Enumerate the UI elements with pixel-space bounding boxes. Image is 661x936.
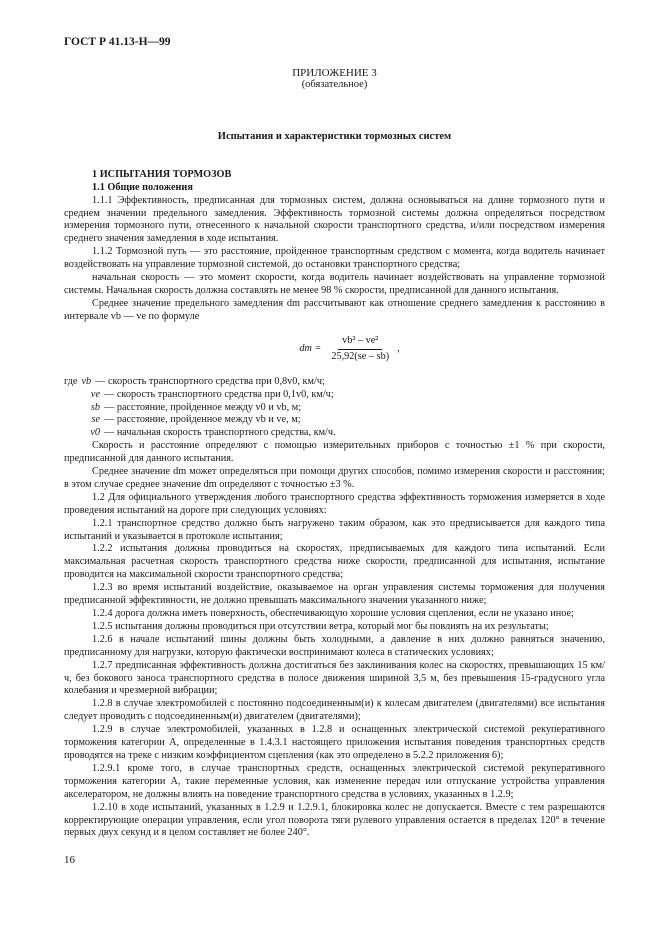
appendix-note: (обязательное) bbox=[301, 78, 368, 90]
paragraph-1-2-3: 1.2.3 во время испытаний воздействие, оказываемое на орган управления системы торможения для получения предписанной эффективности, не должно превышать максимального значения указанного ниже; bbox=[64, 582, 605, 607]
paragraph-1-2-4: 1.2.4 дорога должна иметь поверхность, обеспечивающую хорошие условия сцепления, если не указано иное; bbox=[92, 608, 574, 619]
document-page bbox=[64, 36, 605, 840]
definition-text: — расстояние, пройденное между v0 и vb, м; bbox=[104, 401, 302, 413]
document-header: ГОСТ Р 41.13-Н—99 bbox=[64, 36, 171, 48]
definition-symbol: v0 bbox=[90, 427, 100, 439]
definition-row bbox=[80, 402, 605, 415]
definition-row bbox=[80, 414, 605, 427]
paragraph-1-2-7: 1.2.7 предписанная эффективность должна достигаться без заклинивания колес на скоростях, превышающих 15 км/ч, без бокового заноса транспортного средства в полосе движения шириной 3,5 м, без превышения 15-градусного угла колебания и чрезмерной вибрации; bbox=[64, 659, 605, 697]
paragraph-1-2-8: 1.2.8 в случае электромобилей с постоянно подсоединенным(и) к колесам двигателем (двигателями) все испытания следует проводить с подсоединенным(и) двигателем (двигателями); bbox=[64, 698, 605, 723]
paragraph-1-2-1: 1.2.1 транспортное средство должно быть нагружено таким образом, как это предписывается для каждого типа испытаний и указывается в протоколе испытания; bbox=[64, 517, 605, 542]
paragraph-mean-deceleration: Среднее значение предельного замедления dm рассчитывают как отношение среднего замедления к расстоянию в интервале vb — ve по формуле bbox=[64, 297, 605, 322]
deceleration-formula bbox=[94, 332, 605, 368]
definition-text: — расстояние, пройденное между vb и ve, м; bbox=[104, 414, 301, 426]
paragraph-initial-speed: начальная скорость — это момент скорости, когда водитель начинает воздействовать на управление тормозной системы. Начальная скорость должна составлять не менее 98 % скорости, предписанной для данного испытания. bbox=[64, 272, 605, 296]
definition-row bbox=[80, 427, 605, 440]
paragraph-1-1-2: 1.1.2 Тормозной путь — это расстояние, пройденное транспортным средством с момента, когда водитель начинает воздействовать на управление тормозной системой, до остановки транспортного средства; bbox=[64, 246, 605, 271]
formula-tail: , bbox=[397, 343, 400, 355]
paragraph-1-2: 1.2 Для официального утверждения любого транспортного средства эффективность торможения измеряется в ходе проведения испытаний на дороге при следующих условиях: bbox=[64, 491, 605, 516]
paragraph-dm-accuracy: Среднее значение dm может определяться при помощи других способов, помимо измерения скорости и расстояния; в этом случае среднее значение dm определяют с точностью ±3 %. bbox=[64, 466, 605, 490]
paragraph-1-2-5: 1.2.5 испытания должны проводиться при отсутствии ветра, который мог бы повлиять на их результаты; bbox=[92, 620, 549, 632]
where-lead: где bbox=[64, 375, 78, 387]
variable-definitions bbox=[64, 376, 605, 441]
formula-denominator: 25,92(se – sb) bbox=[331, 351, 390, 363]
paragraph-1-2-10: 1.2.10 в ходе испытаний, указанных в 1.2.9 и 1.2.9.1, блокировка колес не допускается. Вместе с тем разрешаются корректирующие операции управления, если угол поворота тяги рулевого управления остается в пределах 120° в течение первых двух секунд и в целом составляет не более 240°. bbox=[64, 801, 605, 839]
paragraph-1-1-1: 1.1.1 Эффективность, предписанная для тормозных систем, должна основываться на длине тормозного пути и среднем значении предельного замедления. Эффективность тормозной системы должна определяться посредством измерения тормозного пути, отнесенного к начальной скорости транспортного средства, и/или посредством измерения среднего значения замедления в ходе испытания. bbox=[64, 194, 605, 245]
formula-lhs: dm = bbox=[299, 343, 322, 355]
paragraph-1-2-2: 1.2.2 испытания должны проводиться на скоростях, предписываемых для каждого типа испытаний. Если максимальная расчетная скорость транспортного средства ниже скорости, предписанной для испытания, испытание проводится на максимальной скорости транспортного средства; bbox=[64, 543, 605, 581]
paragraph-1-2-9: 1.2.9 в случае электромобилей, указанных в 1.2.8 и оснащенных электрической системой рекуперативного торможения категории А, определенные в 1.4.3.1 настоящего приложения испытания поведения транспортных средств проводятся на треке с низким коэффициентом сцепления (как это определено в 5.2.2 приложения 6); bbox=[64, 724, 605, 761]
appendix-title: ПРИЛОЖЕНИЕ 3 bbox=[292, 66, 377, 79]
paragraph-speed-accuracy: Скорость и расстояние определяют с помощью измерительных приборов с точностью ±1 % при скорости, предписанной для данного испытания. bbox=[64, 440, 605, 465]
definition-symbol: sb bbox=[90, 401, 100, 413]
page-title: Испытания и характеристики тормозных систем bbox=[217, 130, 452, 142]
section-heading: 1 ИСПЫТАНИЯ ТОРМОЗОВ bbox=[92, 168, 232, 180]
definition-row bbox=[80, 389, 605, 402]
definition-symbol: se bbox=[91, 414, 100, 426]
subsection-label: 1.1 Общие положения bbox=[92, 181, 193, 193]
definition-text: — скорость транспортного средства при 0,8v0, км/ч; bbox=[95, 375, 325, 387]
definition-symbol: ve bbox=[90, 388, 100, 400]
subsection-heading bbox=[92, 182, 605, 195]
formula-numerator: vb² – ve² bbox=[338, 335, 382, 350]
paragraph-1-2-9-1: 1.2.9.1 кроме того, в случае транспортных средств, оснащенных электрической системой рекуперативного торможения категории А, такие переменные условия, как изменение передач или отпускание устройства управления акселератором, не должны влиять на поведение транспортного средства в условиях, указанных в 1.2.9; bbox=[64, 762, 605, 800]
definition-text: — скорость транспортного средства при 0,1v0, км/ч; bbox=[104, 388, 334, 400]
formula-fraction bbox=[327, 335, 393, 364]
definition-symbol: vb bbox=[81, 375, 92, 387]
definition-row bbox=[64, 375, 605, 389]
definition-text: — начальная скорость транспортного средства, км/ч. bbox=[104, 427, 336, 439]
paragraph-1-2-6: 1.2.6 в начале испытаний шины должны быть холодными, а давление в них должно равняться значению, предписанному для нагрузки, которую фактически воспринимают колеса в статических условиях; bbox=[64, 633, 605, 658]
page-number: 16 bbox=[64, 854, 75, 866]
